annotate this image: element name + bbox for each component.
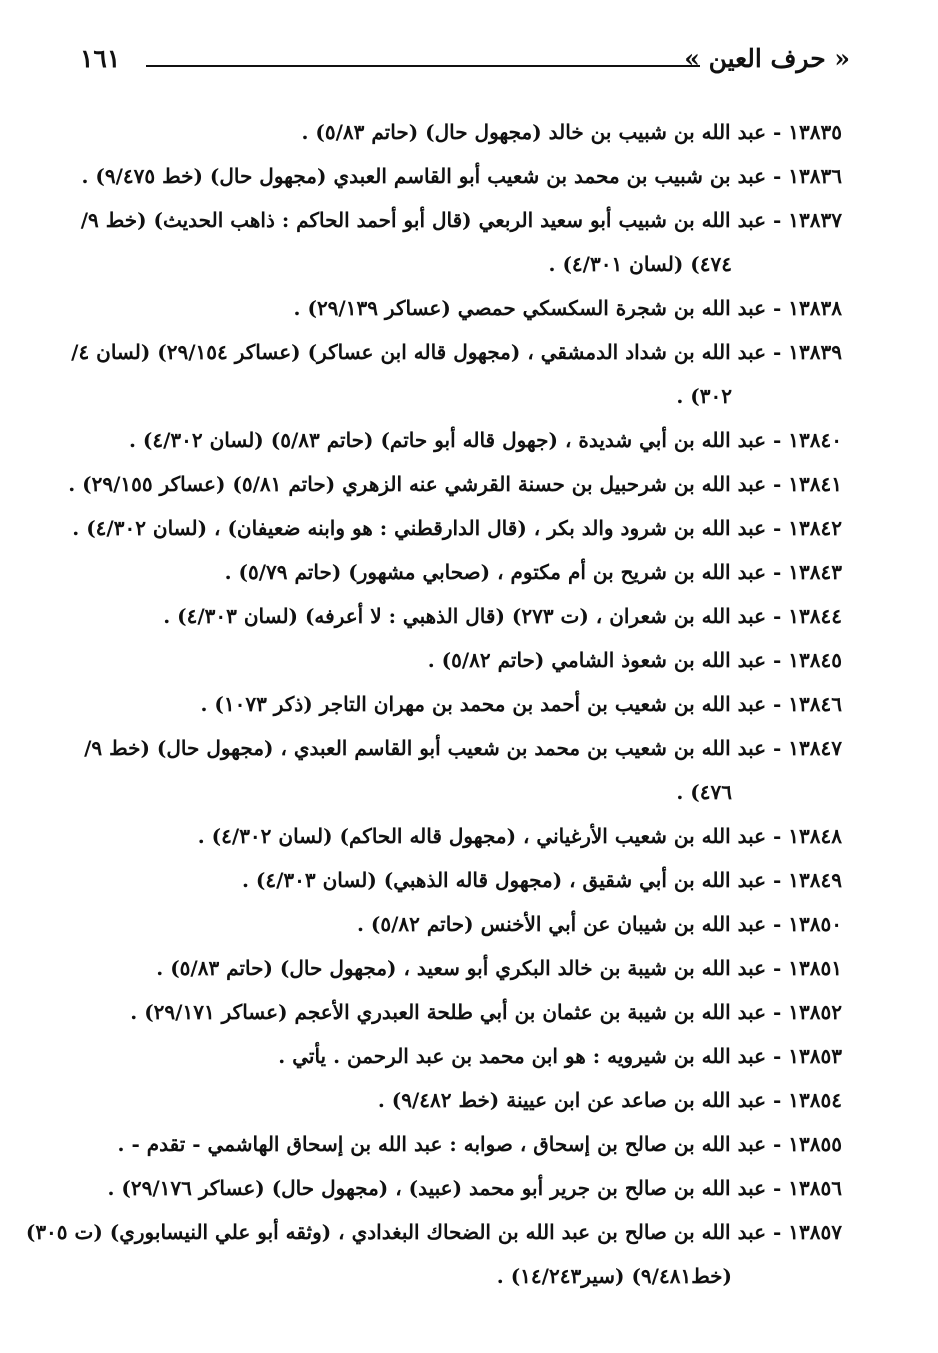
entry-text: ١٣٨٥٥ - عبد الله بن صالح بن إسحاق ، صوابه : عبد الله بن إسحاق الهاشمي - تقدم - . (117, 1132, 842, 1156)
entry-text: ١٣٨٤٩ - عبد الله بن أبي شقيق ، (مجهول قاله الذهبي) (لسان ٤/٣٠٣) . (241, 868, 842, 892)
entry-text: ١٣٨٣٦ - عبد بن شبيب بن محمد بن شعيب أبو القاسم العبدي (مجهول حال) (خط ٩/٤٧٥) . (81, 164, 842, 188)
entry-continuation: ٤٧٤) (لسان ٤/٣٠١) . (548, 252, 732, 276)
entry (74, 418, 842, 462)
entry-text: ١٣٨٣٨ - عبد الله بن شجرة السكسكي حمصي (عساكر ٢٩/١٣٩) . (293, 296, 842, 320)
entry (74, 154, 842, 198)
entry-text: ١٣٨٤٥ - عبد الله بن شعوذ الشامي (حاتم ٥/٨٢) . (427, 648, 842, 672)
entry-text: ١٣٨٣٥ - عبد الله بن شبيب بن خالد (مجهول حال) (حاتم ٥/٨٣) . (301, 120, 842, 144)
entries-list (0, 110, 938, 1298)
entry (74, 858, 842, 902)
entry-text: ١٣٨٤٦ - عبد الله بن شعيب بن أحمد بن محمد بن مهران التاجر (ذكر ١٠٧٣) . (200, 692, 842, 716)
entry-text: ١٣٨٥٣ - عبد الله بن شيرويه : هو ابن محمد بن عبد الرحمن . يأتي . (278, 1044, 842, 1068)
entry-text: ١٣٨٥١ - عبد الله بن شيبة بن خالد البكري أبو سعيد ، (مجهول حال) (حاتم ٥/٨٣) . (156, 956, 842, 980)
entry (74, 990, 842, 1034)
entry (74, 638, 842, 682)
entry-text: ١٣٨٣٧ - عبد الله بن شبيب أبو سعيد الربعي (قال أبو أحمد الحاكم : ذاهب الحديث) (خط ٩/ (80, 208, 842, 232)
entry (74, 286, 842, 330)
entry (74, 506, 842, 550)
entry-text: ١٣٨٥٠ - عبد الله بن شيبان عن أبي الأخنس (حاتم ٥/٨٢) . (356, 912, 842, 936)
entry (74, 1078, 842, 1122)
entry-text: ١٣٨٥٧ - عبد الله بن صالح بن عبد الله بن الضحاك البغدادي ، (وثقه أبو علي النيسابوري) (ت ٣٠٥) (25, 1220, 842, 1244)
header-rule (146, 65, 700, 67)
entry-continuation: ٤٧٦) . (676, 780, 732, 804)
entry (74, 682, 842, 726)
entry (71, 330, 842, 418)
entry-text: ١٣٨٥٢ - عبد الله بن شيبة بن عثمان بن أبي طلحة العبدري الأعجم (عساكر ٢٩/١٧١) . (130, 1000, 842, 1024)
entry-text: ١٣٨٥٤ - عبد الله بن صاعد عن ابن عيينة (خط ٩/٤٨٢) . (377, 1088, 842, 1112)
entry (74, 594, 842, 638)
entry (74, 110, 842, 154)
entry-text: ١٣٨٤١ - عبد الله بن شرحبيل بن حسنة القرشي عنه الزهري (حاتم ٥/٨١) (عساكر ٢٩/١٥٥) . (68, 472, 842, 496)
page-number: ١٦١ (80, 44, 121, 73)
page-header (80, 44, 850, 84)
entry (74, 902, 842, 946)
chapter-title: « حرف العين » (684, 44, 850, 73)
entry (74, 1166, 842, 1210)
entry (74, 946, 842, 990)
entry-continuation: ٣٠٢) . (676, 384, 732, 408)
entry-text: ١٣٨٤٨ - عبد الله بن شعيب الأرغياني ، (مجهول قاله الحاكم) (لسان ٤/٣٠٢) . (197, 824, 842, 848)
entry (74, 198, 842, 286)
entry (74, 1122, 842, 1166)
entry-text: ١٣٨٤٧ - عبد الله بن شعيب بن محمد بن شعيب أبو القاسم العبدي ، (مجهول حال) (خط ٩/ (84, 736, 842, 760)
entry-text: ١٣٨٤٤ - عبد الله بن شعران ، (ت ٢٧٣) (قال الذهبي : لا أعرفه) (لسان ٤/٣٠٣) . (163, 604, 842, 628)
entry-continuation: (خط٩/٤٨١) (سير١٤/٢٤٣) . (496, 1264, 732, 1288)
entry (74, 1034, 842, 1078)
entry (68, 462, 842, 506)
entry-text: ١٣٨٥٦ - عبد الله بن صالح بن جرير أبو محمد (عبيد) ، (مجهول حال) (عساكر ٢٩/١٧٦) . (107, 1176, 842, 1200)
entry (74, 726, 842, 814)
entry (25, 1210, 842, 1298)
entry-text: ١٣٨٤٣ - عبد الله بن شريح بن أم مكتوم ، (صحابي مشهور) (حاتم ٥/٧٩) . (224, 560, 842, 584)
entry-text: ١٣٨٣٩ - عبد الله بن شداد الدمشقي ، (مجهول قاله ابن عساكر) (عساكر ٢٩/١٥٤) (لسان ٤/ (71, 340, 842, 364)
entry-text: ١٣٨٤٠ - عبد الله بن أبي شديدة ، (جهول قاله أبو حاتم) (حاتم ٥/٨٣) (لسان ٤/٣٠٢) . (128, 428, 842, 452)
entry-text: ١٣٨٤٢ - عبد الله بن شرود والد بكر ، (قال الدارقطني : هو وابنه ضعيفان) ، (لسان ٤/٣٠٢) . (72, 516, 842, 540)
entry (74, 814, 842, 858)
entry (74, 550, 842, 594)
